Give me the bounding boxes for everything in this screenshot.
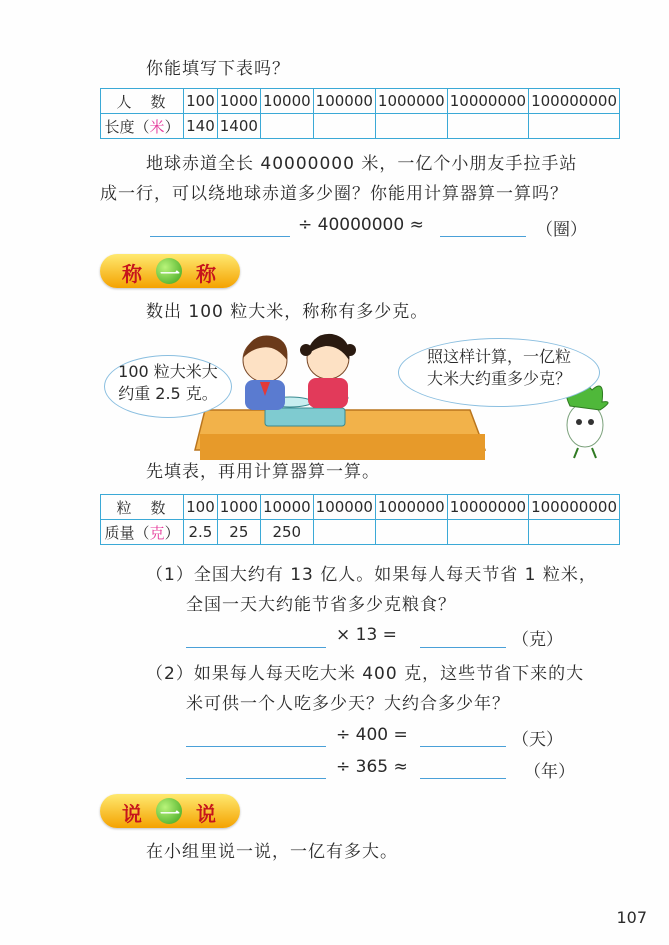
table-row (101, 520, 620, 545)
badge-char: 一 (160, 802, 180, 826)
people-length-table (100, 88, 620, 139)
header-cell: 1000 (217, 495, 260, 520)
value-cell[interactable] (375, 114, 447, 139)
header-cell: 10000000 (447, 495, 528, 520)
grains-mass-table (100, 494, 620, 545)
header-cell: 10000 (260, 495, 313, 520)
unit-label: （年） (524, 762, 575, 782)
answer-blank[interactable] (440, 236, 526, 237)
weigh-instruction: 数出 100 粒大米，称称有多少克。 (146, 302, 429, 322)
value-cell[interactable] (529, 114, 620, 139)
header-cell: 100000000 (529, 495, 620, 520)
table-row (101, 114, 620, 139)
value-cell: 140 (184, 114, 218, 139)
row-label-length: 长度（米） (101, 114, 184, 139)
question-1-line1: （1）全国大约有 13 亿人。如果每人每天节省 1 粒米， (146, 565, 597, 585)
value-cell[interactable] (447, 520, 528, 545)
intro-text: 你能填写下表吗？ (146, 59, 290, 79)
badge-char: 称 (196, 262, 216, 286)
header-cell: 100000 (313, 89, 375, 114)
value-cell: 25 (217, 520, 260, 545)
equation-operator: ÷ 365 ≈ (336, 757, 408, 777)
header-cell: 100 (184, 495, 218, 520)
value-cell[interactable] (529, 520, 620, 545)
unit-label: （圈） (536, 220, 587, 240)
equation-operator: × 13 = (336, 625, 397, 645)
value-cell[interactable] (375, 520, 447, 545)
question-1-line2: 全国一天大约能节省多少克粮食？ (186, 595, 456, 615)
equation-operator: ÷ 40000000 ≈ (298, 215, 424, 235)
badge-char: 称 (122, 262, 142, 286)
unit-label: （天） (512, 730, 563, 750)
answer-blank[interactable] (186, 778, 326, 779)
row-label-grains: 粒 数 (101, 495, 184, 520)
header-cell: 1000000 (375, 89, 447, 114)
answer-blank[interactable] (420, 647, 506, 648)
value-cell[interactable] (313, 114, 375, 139)
answer-blank[interactable] (150, 236, 290, 237)
section-badge-discuss (100, 794, 240, 828)
answer-blank[interactable] (420, 746, 506, 747)
equation-operator: ÷ 400 = (336, 725, 408, 745)
header-cell: 1000000 (375, 495, 447, 520)
header-cell: 10000 (260, 89, 313, 114)
page-number: 107 (616, 908, 647, 927)
badge-char: 说 (196, 802, 216, 826)
value-cell[interactable] (447, 114, 528, 139)
question-2-line1: （2）如果每人每天吃大米 400 克，这些节省下来的大 (146, 664, 585, 684)
header-cell: 100 (184, 89, 218, 114)
equator-text-line2: 成一行，可以绕地球赤道多少圈？你能用计算器算一算吗？ (100, 184, 568, 204)
value-cell: 250 (260, 520, 313, 545)
header-cell: 100000 (313, 495, 375, 520)
value-cell[interactable] (313, 520, 375, 545)
answer-blank[interactable] (420, 778, 506, 779)
equator-text-line1: 地球赤道全长 40000000 米，一亿个小朋友手拉手站 (146, 154, 578, 174)
value-cell[interactable] (260, 114, 313, 139)
badge-char: 一 (160, 262, 180, 286)
row-label-mass: 质量（克） (101, 520, 184, 545)
question-2-line2: 米可供一个人吃多少天？大约合多少年？ (186, 694, 510, 714)
answer-blank[interactable] (186, 647, 326, 648)
row-label-people: 人 数 (101, 89, 184, 114)
table-row (101, 495, 620, 520)
table-row (101, 89, 620, 114)
speech-bubble-right: 照这样计算，一亿粒 大米大约重多少克？ (398, 338, 600, 407)
closing-text: 在小组里说一说，一亿有多大。 (146, 842, 398, 862)
section-badge-weigh (100, 254, 240, 288)
header-cell: 1000 (217, 89, 260, 114)
speech-bubble-left: 100 粒大米大 约重 2.5 克。 (104, 355, 232, 418)
value-cell: 2.5 (184, 520, 218, 545)
header-cell: 100000000 (529, 89, 620, 114)
answer-blank[interactable] (186, 746, 326, 747)
header-cell: 10000000 (447, 89, 528, 114)
fill-instruction: 先填表，再用计算器算一算。 (146, 462, 380, 482)
value-cell: 1400 (217, 114, 260, 139)
unit-label: （克） (512, 630, 563, 650)
badge-char: 说 (122, 802, 142, 826)
